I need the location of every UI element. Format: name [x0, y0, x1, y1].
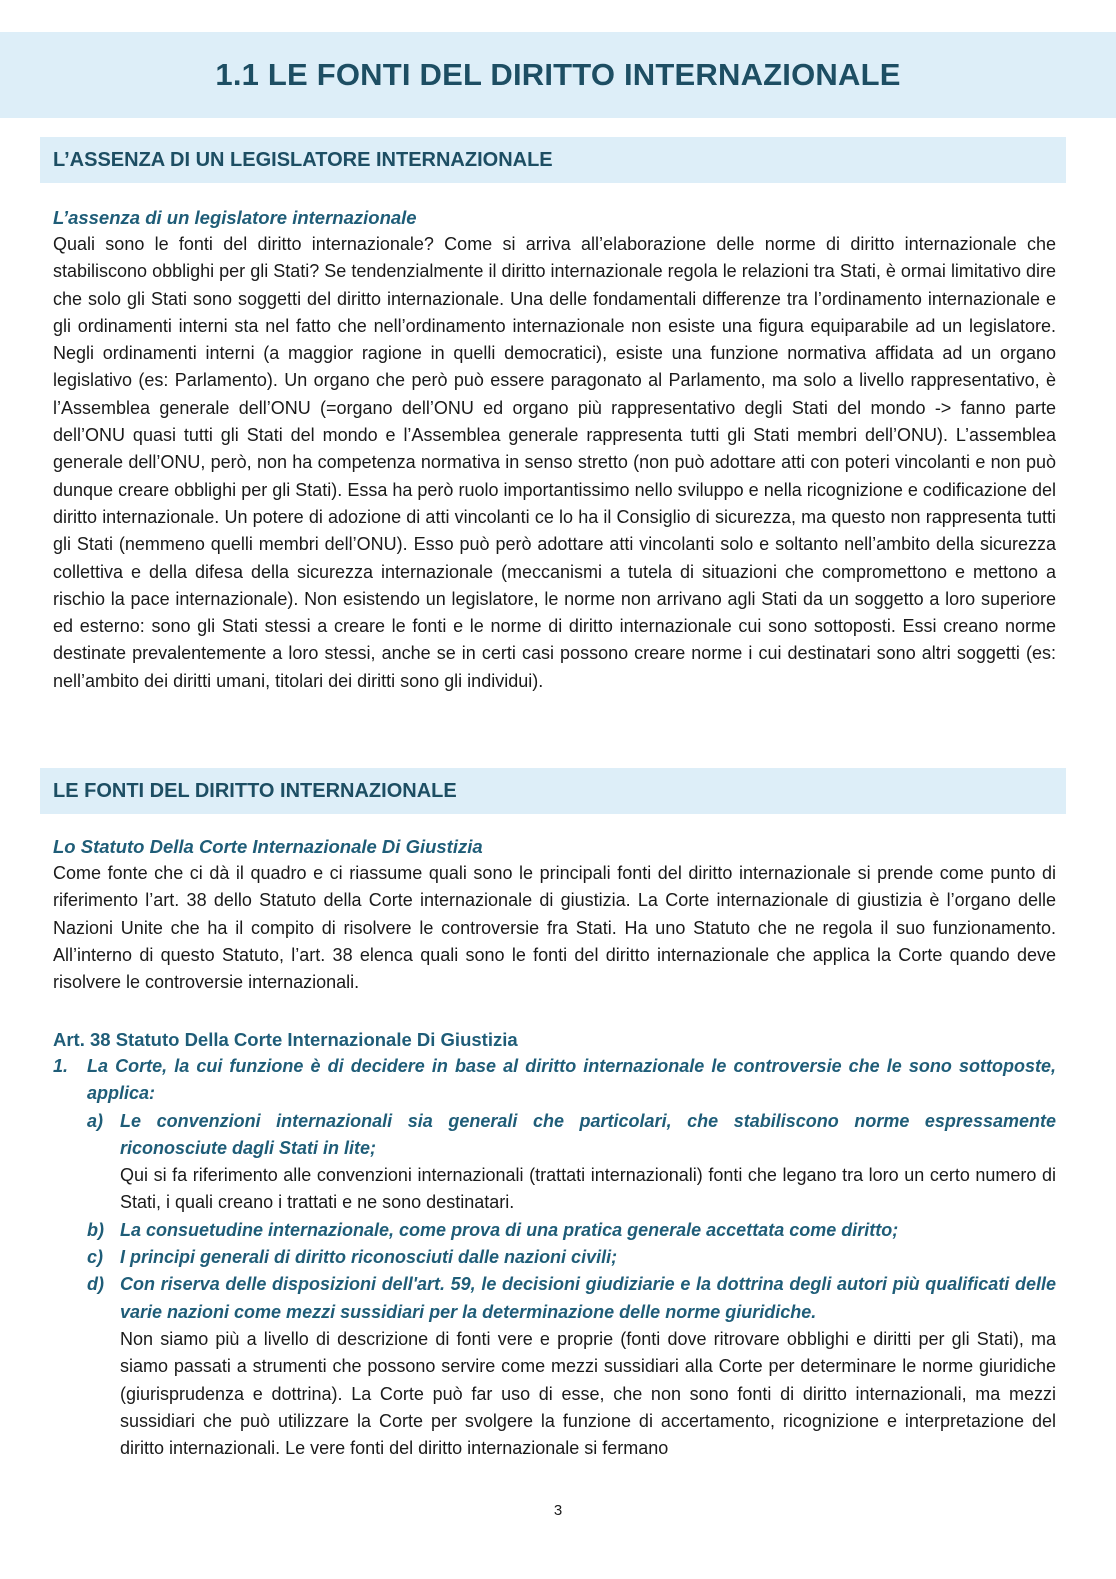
article-item-text: La Corte, la cui funzione è di decidere in base al diritto internazionale le controversie che le sono sottoposte, applica:	[87, 1056, 1056, 1104]
section-body	[53, 204, 1056, 695]
page-title: 1.1 LE FONTI DEL DIRITTO INTERNAZIONALE	[215, 57, 901, 92]
paragraph: Come fonte che ci dà il quadro e ci riassume quali sono le principali fonti del diritto internazionale si prende come punto di riferimento l’art. 38 dello Statuto della Corte internazionale di giustizia. La Corte internazionale di giustizia è l’organo delle Nazioni Unite che ha il compito di risolvere le controversie fra Stati. Ha uno Statuto che ne regola il suo funzionamento. All’interno di questo Statuto, l’art. 38 elenca quali sono le fonti del diritto internazionale che applica la Corte quando deve risolvere le controversie internazionali.	[53, 863, 1056, 993]
list-item-letter: c)	[87, 1247, 104, 1268]
list-item-letter: d)	[87, 1274, 104, 1295]
list-item-note: Non siamo più a livello di descrizione di fonti vere e proprie (fonti dove ritrovare obblighi e diritti per gli Stati), ma siamo passati a strumenti che possono servire come mezzi sussidiari alla Corte per determinare le norme giuridiche (giurisprudenza e dottrina). La Corte può far uso di esse, che non sono fonti di diritto internazionali, ma mezzi sussidiari che può utilizzare la Corte per svolgere la funzione di accertamento, ricognizione e interpretazione del diritto internazionali. Le vere fonti del diritto internazionale si fermano	[120, 1328, 1056, 1459]
article-sub-list	[87, 1108, 1056, 1463]
list-item-letter: a)	[87, 1110, 104, 1131]
list-item-text: I principi generali di diritto riconosciuti dalle nazioni civili;	[120, 1247, 618, 1268]
list-item	[87, 1108, 1056, 1217]
article-item-number: 1.	[53, 1056, 69, 1076]
list-item-text: Con riserva delle disposizioni dell'art. 59, le decisioni giudiziarie e la dottrina degli autori più qualificati delle varie nazioni come mezzi sussidiari per la determinazione delle norme giuridiche.	[120, 1274, 1056, 1322]
section-heading: L’ASSENZA DI UN LEGISLATORE INTERNAZIONALE	[53, 148, 553, 171]
list-item	[87, 1244, 1056, 1271]
article-heading: Art. 38 Statuto Della Corte Internazionale Di Giustizia	[53, 1029, 518, 1050]
page-title-bar	[0, 32, 1116, 118]
article-block	[53, 1026, 1056, 1462]
page-number: 3	[553, 1502, 563, 1519]
section-body	[53, 833, 1056, 996]
article-item	[53, 1053, 1056, 1108]
list-item	[87, 1271, 1056, 1462]
list-item-text: La consuetudine internazionale, come prova di una pratica generale accettata come diritto;	[120, 1219, 899, 1240]
section-heading-bar	[40, 768, 1066, 814]
list-item-note: Qui si fa riferimento alle convenzioni internazionali (trattati internazionali) fonti che legano tra loro un certo numero di Stati, i quali creano i trattati e ne sono destinatari.	[120, 1165, 1056, 1213]
subheading: Lo Statuto Della Corte Internazionale Di Giustizia	[53, 836, 483, 857]
list-item	[87, 1217, 1056, 1244]
list-item-letter: b)	[87, 1219, 104, 1240]
section-heading-bar	[40, 137, 1066, 183]
subheading: L’assenza di un legislatore internazionale	[53, 207, 417, 228]
section-heading: LE FONTI DEL DIRITTO INTERNAZIONALE	[53, 779, 457, 802]
paragraph: Quali sono le fonti del diritto internazionale? Come si arriva all’elaborazione delle norme di diritto internazionale che stabiliscono obblighi per gli Stati? Se tendenzialmente il diritto internazionale regola le relazioni tra Stati, è ormai limitativo dire che solo gli Stati sono soggetti del diritto internazionale. Una delle fondamentali differenze tra l’ordinamento internazionale e gli ordinamenti interni sta nel fatto che nell’ordinamento internazionale non esiste una figura equiparabile ad un legislatore. Negli ordinamenti interni (a maggior ragione in quelli democratici), esiste una funzione normativa affidata ad un organo legislativo (es: Parlamento). Un organo che però può essere paragonato al Parlamento, ma solo a livello rappresentativo, è l’Assemblea generale dell’ONU (=organo dell’ONU ed organo più rappresentativo degli Stati del mondo -> fanno parte dell’ONU quasi tutti gli Stati del mondo e l’Assemblea generale rappresenta tutti gli Stati membri dell’ONU). L’assemblea generale dell’ONU, però, non ha competenza normativa in senso stretto (non può adottare atti con poteri vincolanti e non può dunque creare obblighi per gli Stati). Essa ha però ruolo importantissimo nello sviluppo e nella ricognizione e codificazione del diritto internazionale. Un potere di adozione di atti vincolanti ce lo ha il Consiglio di sicurezza, ma questo non rappresenta tutti gli Stati (nemmeno quelli membri dell’ONU). Esso può però adottare atti vincolanti solo e soltanto nell’ambito della sicurezza collettiva e della difesa della sicurezza internazionale (meccanismi a tutela di situazioni che compromettono e mettono a rischio la pace internazionale). Non esistendo un legislatore, le norme non arrivano agli Stati da un soggetto a loro superiore ed esterno: sono gli Stati stessi a creare le fonti e le norme di diritto internazionale cui sono sottoposti. Essi creano norme destinate prevalentemente a loro stessi, anche se in certi casi possono creare norme i cui destinatari sono altri soggetti (es: nell’ambito dei diritti umani, titolari dei diritti sono gli individui).	[53, 234, 1056, 691]
list-item-text: Le convenzioni internazionali sia generali che particolari, che stabiliscono norme espressamente riconosciute dagli Stati in lite;	[120, 1110, 1056, 1158]
